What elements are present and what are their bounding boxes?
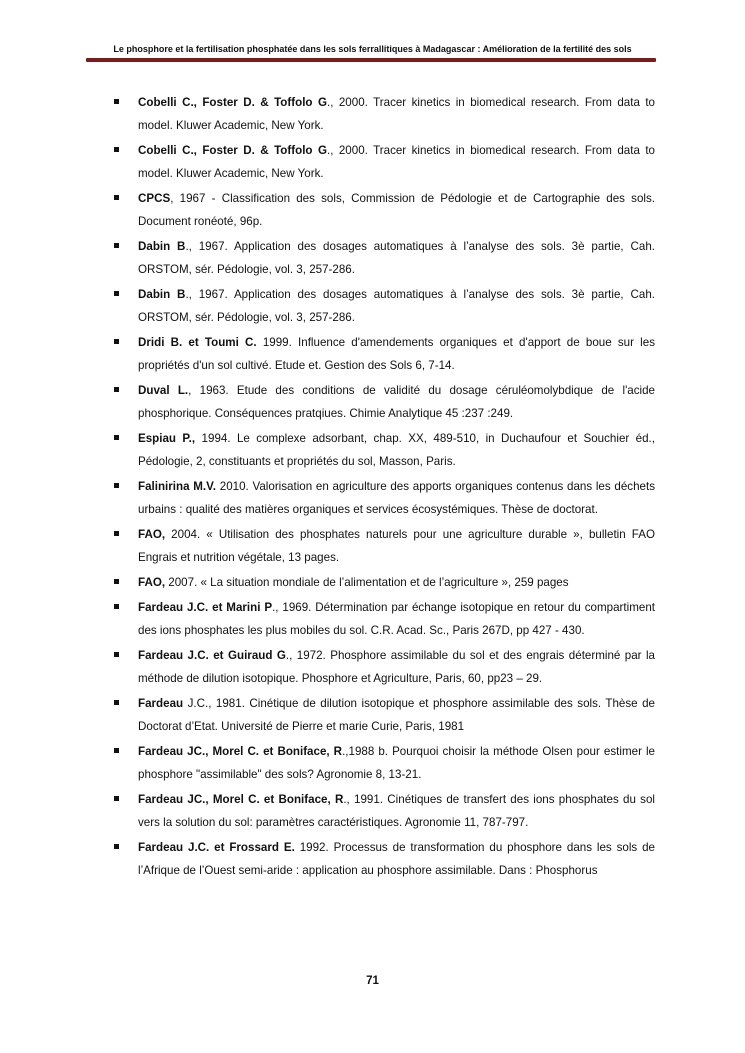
square-bullet-icon bbox=[114, 531, 119, 536]
reference-item bbox=[138, 379, 655, 425]
reference-text: ., 1967. Application des dosages automatiques à l’analyse des sols. 3è partie, Cah. ORSTOM, sér. Pédologie, vol. 3, 257-286. bbox=[138, 240, 655, 276]
reference-author: Fardeau J.C. et Guiraud G bbox=[138, 649, 286, 662]
reference-text: ., 1972. Phosphore assimilable du sol et des engrais déterminé par la méthode de dilution isotopique. Phosphore et Agriculture, Paris, 60, pp23 – 29. bbox=[138, 649, 656, 685]
square-bullet-icon bbox=[114, 195, 119, 200]
reference-author: Dabin B bbox=[138, 288, 186, 301]
square-bullet-icon bbox=[114, 700, 119, 705]
reference-author: Cobelli C., Foster D. & Toffolo G bbox=[138, 144, 327, 157]
reference-author: FAO, bbox=[138, 528, 166, 541]
reference-author: Fardeau JC., Morel C. et Boniface, R bbox=[138, 745, 343, 758]
reference-item bbox=[138, 139, 655, 185]
reference-list bbox=[0, 91, 745, 884]
reference-text: 1992. Processus de transformation du phosphore dans les sols de l’Afrique de l’Ouest semi-aride : application au phosphore assimilable. Dans : Phosphorus bbox=[138, 841, 656, 877]
reference-author: Fardeau J.C. et Frossard E. bbox=[138, 841, 295, 854]
reference-text: 1994. Le complexe adsorbant, chap. XX, 489-510, in Duchaufour et Souchier éd., Pédologie, 2, constituants et propriétés du sol, Masson, Paris. bbox=[138, 432, 656, 468]
reference-author: Dabin B bbox=[138, 240, 186, 253]
square-bullet-icon bbox=[114, 604, 119, 609]
square-bullet-icon bbox=[114, 435, 119, 440]
reference-item bbox=[138, 283, 655, 329]
reference-text: .,1988 b. Pourquoi choisir la méthode Olsen pour estimer le phosphore "assimilable" des sols? Agronomie 8, 13-21. bbox=[138, 745, 656, 781]
reference-author: Fardeau JC., Morel C. et Boniface, R bbox=[138, 793, 344, 806]
reference-text: ., 2000. Tracer kinetics in biomedical research. From data to model. Kluwer Academic, New York. bbox=[138, 144, 655, 180]
square-bullet-icon bbox=[114, 652, 119, 657]
reference-item bbox=[138, 475, 655, 521]
page-number: 71 bbox=[366, 975, 379, 987]
reference-text: J.C., 1981. Cinétique de dilution isotopique et phosphore assimilable des sols. Thèse de Doctorat d’Etat. Université de Pierre et marie Curie, Paris, 1981 bbox=[138, 697, 655, 733]
reference-author: Fardeau bbox=[138, 697, 184, 710]
square-bullet-icon bbox=[114, 483, 119, 488]
reference-item bbox=[138, 91, 655, 137]
running-header: Le phosphore et la fertilisation phosphatée dans les sols ferrallitiques à Madagascar : Amélioration de la fertilité des sols bbox=[113, 44, 632, 54]
reference-item bbox=[138, 836, 655, 882]
reference-text: , 1967 - Classification des sols, Commission de Pédologie et de Cartographie des sols. Document ronéoté, 96p. bbox=[138, 192, 655, 228]
square-bullet-icon bbox=[114, 844, 119, 849]
reference-item bbox=[138, 523, 655, 569]
reference-author: Espiau P., bbox=[138, 432, 196, 445]
square-bullet-icon bbox=[114, 387, 119, 392]
reference-item bbox=[138, 692, 655, 738]
square-bullet-icon bbox=[114, 579, 119, 584]
reference-item bbox=[138, 331, 655, 377]
reference-text: 2010. Valorisation en agriculture des apports organiques contenus dans les déchets urbains : qualité des matières organiques et services écosystémiques. Thèse de doctorat. bbox=[138, 480, 656, 516]
reference-item bbox=[138, 571, 655, 594]
square-bullet-icon bbox=[114, 339, 119, 344]
reference-item bbox=[138, 740, 655, 786]
square-bullet-icon bbox=[114, 147, 119, 152]
reference-author: Fardeau J.C. et Marini P bbox=[138, 601, 273, 614]
square-bullet-icon bbox=[114, 99, 119, 104]
reference-text: ., 1991. Cinétiques de transfert des ions phosphates du sol vers la solution du sol: paramètres caractéristiques. Agronomie 11, 787-797. bbox=[138, 793, 655, 829]
reference-author: Falinirina M.V. bbox=[138, 480, 217, 493]
reference-item bbox=[138, 644, 655, 690]
header-rule bbox=[86, 58, 656, 62]
reference-item bbox=[138, 235, 655, 281]
reference-item bbox=[138, 427, 655, 473]
reference-author: Cobelli C., Foster D. & Toffolo G bbox=[138, 96, 327, 109]
reference-text: ., 1969. Détermination par échange isotopique en retour du compartiment des ions phosphates les plus mobiles du sol. C.R. Acad. Sc., Paris 267D, pp 427 - 430. bbox=[138, 601, 655, 637]
reference-item bbox=[138, 596, 655, 642]
reference-text: 1999. Influence d'amendements organiques et d'apport de boue sur les propriétés d'un sol cultivé. Etude et. Gestion des Sols 6, 7-14. bbox=[138, 336, 655, 372]
reference-author: CPCS bbox=[138, 192, 171, 205]
reference-item bbox=[138, 187, 655, 233]
reference-item bbox=[138, 788, 655, 834]
reference-text: , 1963. Etude des conditions de validité du dosage céruléomolybdique de l'acide phosphorique. Conséquences pratqiues. Chimie Analytique 45 :237 :249. bbox=[138, 384, 655, 420]
square-bullet-icon bbox=[114, 796, 119, 801]
square-bullet-icon bbox=[114, 748, 119, 753]
reference-author: FAO, bbox=[138, 576, 166, 589]
reference-text: 2004. « Utilisation des phosphates naturels pour une agriculture durable », bulletin FAO Engrais et nutrition végétale, 13 pages. bbox=[138, 528, 655, 564]
reference-author: Duval L. bbox=[138, 384, 189, 397]
square-bullet-icon bbox=[114, 291, 119, 296]
reference-text: 2007. « La situation mondiale de l’alimentation et de l’agriculture », 259 pages bbox=[165, 576, 569, 589]
reference-author: Dridi B. et Toumi C. bbox=[138, 336, 257, 349]
reference-text: ., 2000. Tracer kinetics in biomedical research. From data to model. Kluwer Academic, New York. bbox=[138, 96, 655, 132]
reference-text: ., 1967. Application des dosages automatiques à l’analyse des sols. 3è partie, Cah. ORSTOM, sér. Pédologie, vol. 3, 257-286. bbox=[138, 288, 655, 324]
square-bullet-icon bbox=[114, 243, 119, 248]
